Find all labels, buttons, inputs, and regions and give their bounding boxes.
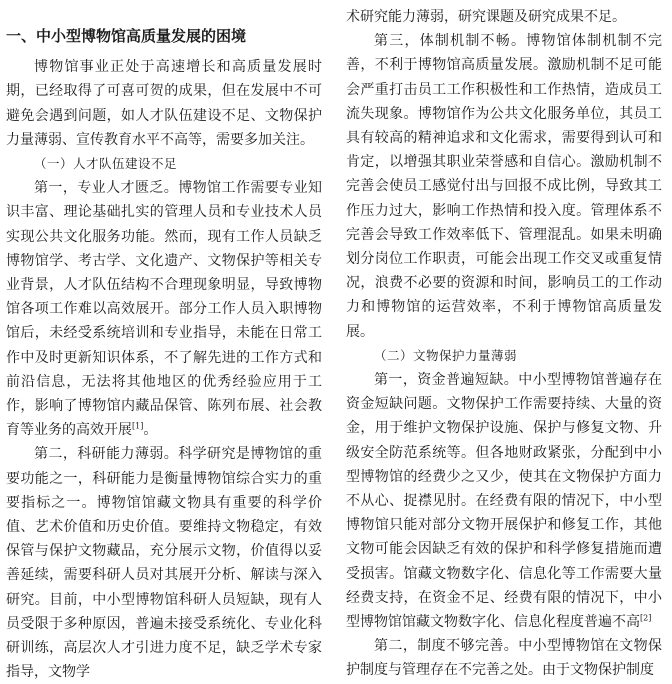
intro-paragraph: 博物馆事业正处于高速增长和高质量发展时期，已经取得了可喜可贺的成果，但在发展中不可避免会遇到问题，如人才队伍建设不足、文物保护力量薄弱、宣传教育水平不高等，需要多加关注。 <box>6 59 322 148</box>
citation-ref: [1] <box>132 421 144 431</box>
paragraph-staff-shortage <box>6 176 322 442</box>
subsection-heading-personnel: （一）人才队伍建设不足 <box>34 156 178 172</box>
paragraph-continued: 术研究能力薄弱，研究课题及研究成果不足。 <box>346 9 626 25</box>
citation-ref: [2] <box>640 613 652 623</box>
paragraph-funding <box>346 368 662 634</box>
paragraph-text: 第一，资金普遍短缺。中小型博物馆普遍存在资金短缺问题。文物保护工作需要持续、大量的资金，用于维护文物保护设施、保护与修复文物、升级安全防范系统等。但各地财政紧张，分配到中小型博物馆的经费少之又少，使其在文物保护方面力不从心、捉襟见肘。在经费有限的情况下，中小型博物馆只能对部分文物开展保护和修复工作，其他文物可能会因缺乏有效的保护和科学修复措施而遭受损害。馆藏文物数字化、信息化等工作需要大量经费支持，在资金不足、经费有限的情况下，中小型博物馆馆藏文物数字化、信息化程度普遍不高 <box>346 372 662 631</box>
paragraph-system: 第二，制度不够完善。中小型博物馆在文物保护制度与管理存在不完善之处。由于文物保护制度 <box>346 638 662 679</box>
paragraph-end: 。 <box>143 422 158 439</box>
subsection-heading-protection: （二）文物保护力量薄弱 <box>374 347 518 363</box>
section-heading: 一、中小型博物馆高质量发展的困境 <box>6 27 247 45</box>
paragraph-mechanism: 第三，体制机制不畅。博物馆体制机制不完善，不利于博物馆高质量发展。激励机制不足可能会严重打击员工工作积极性和工作热情，造成员工流失现象。博物馆作为公共文化服务单位，其员工具有较高的精神追求和文化需求，需要得到认可和肯定，以增强其职业荣誉感和自信心。激励机制不完善会使员工感觉付出与回报不成比例，导致其工作压力过大，影响工作热情和投入度。管理体系不完善会导致工作效率低下、管理混乱。如果未明确划分岗位工作职责，可能会出现工作交叉或重复情况，浪费不必要的资源和时间，影响员工的工作动力和博物馆的运营效率，不利于博物馆高质量发展。 <box>346 33 662 340</box>
left-column <box>6 4 322 684</box>
paragraph-research-weak: 第二，科研能力薄弱。科学研究是博物馆的重要功能之一，科研能力是衡量博物馆综合实力的重要指标之一。博物馆馆藏文物具有重要的科学价值、艺术价值和历史价值。要维持文物稳定，有效保管与保护文物藏品，充分展示文物，价值得以妥善延续，需要科研人员对其展开分析、解读与深入研究。目前，中小型博物馆科研人员短缺，现有人员受限于多种原因，普遍未接受系统化、专业化科研训练，高层次人才引进力度不足，缺乏学术专家指导，文物学 <box>6 446 322 681</box>
paragraph-text: 第一，专业人才匮乏。博物馆工作需要专业知识丰富、理论基础扎实的管理人员和专业技术人员实现公共文化服务功能。然而，现有工作人员缺乏博物馆学、考古学、文化遗产、文物保护等相关专业背景，人才队伍结构不合理现象明显，导致博物馆各项工作难以高效展开。部分工作人员入职博物馆后，未经受系统培训和专业指导，未能在日常工作中及时更新知识体系，不了解先进的工作方式和前沿信息，无法将其他地区的优秀经验应用于工作，影响了博物馆内藏品保管、陈列布展、社会教育等业务的高效开展 <box>6 180 322 439</box>
right-column <box>346 5 662 683</box>
